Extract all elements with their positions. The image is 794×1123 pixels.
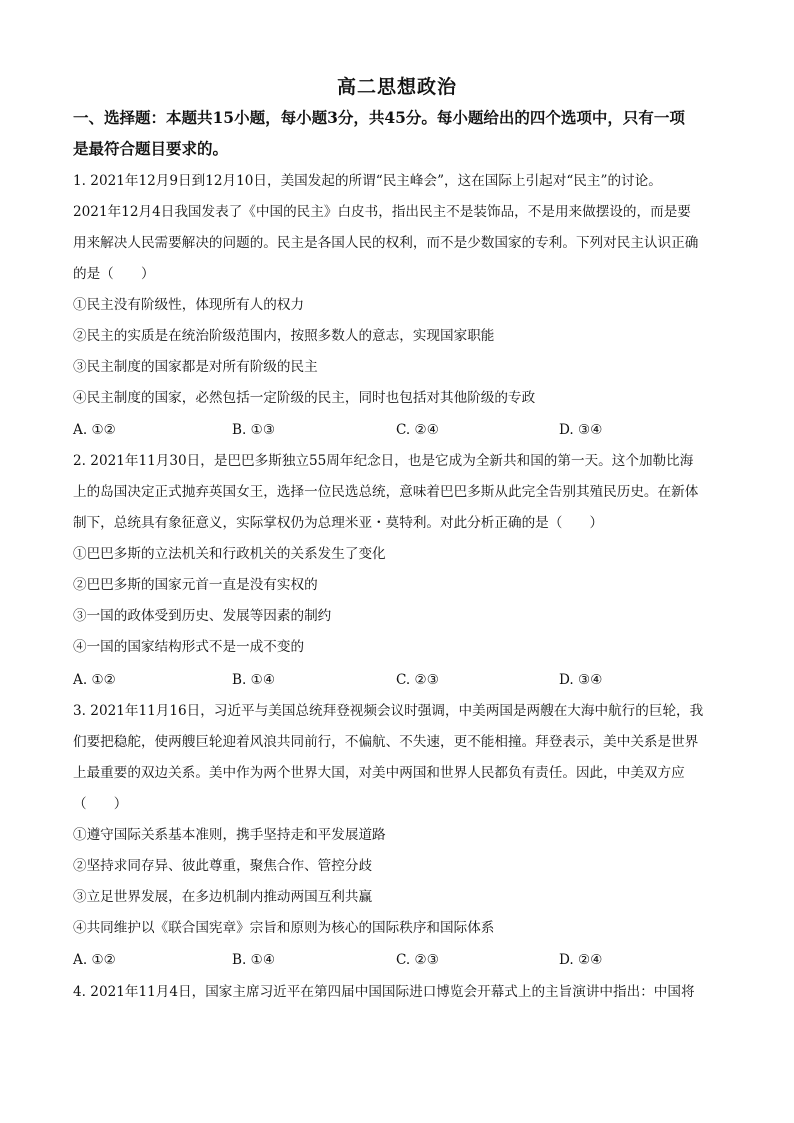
q3-stem-line-4: （ ） — [73, 796, 128, 812]
q1-stem-line-3: 用来解决人民需要解决的问题的。民主是各国人民的权利，而不是少数国家的专利。下列对民主认识正确 — [73, 235, 699, 251]
q3-option-b: B. ①④ — [232, 952, 276, 968]
q3-item-2: ②坚持求同存异、彼此尊重，聚焦合作、管控分歧 — [73, 858, 373, 874]
q1-stem-line-4: 的是（ ） — [73, 266, 155, 282]
q3-stem-line-2: 们要把稳舵，使两艘巨轮迎着风浪共同前行，不偏航、不失速，更不能相撞。拜登表示，美中关系是世界 — [73, 734, 699, 750]
q3-option-d: D. ②④ — [559, 952, 603, 968]
q1-item-1: ①民主没有阶级性，体现所有人的权力 — [73, 297, 305, 313]
q1-stem-line-2: 2021年12月4日我国发表了《中国的民主》白皮书，指出民主不是装饰品，不是用来做摆设的，而是要 — [73, 204, 691, 220]
q1-option-c: C. ②④ — [396, 422, 439, 438]
q2-stem-line-3: 制下，总统具有象征意义，实际掌权仍为总理米亚・莫特利。对此分析正确的是（ ） — [73, 515, 604, 531]
q3-item-3: ③立足世界发展，在多边机制内推动两国互利共赢 — [73, 889, 373, 905]
q1-stem-line-1: 1. 2021年12月9日到12月10日，美国发起的所谓“民主峰会”，这在国际上引起对“民主”的讨论。 — [73, 173, 662, 189]
q2-item-1: ①巴巴多斯的立法机关和行政机关的关系发生了变化 — [73, 546, 386, 562]
q1-option-d: D. ③④ — [559, 422, 603, 438]
q1-option-b: B. ①③ — [232, 422, 276, 438]
section-heading-line-1: 一、选择题：本题共15小题，每小题3分，共45分。每小题给出的四个选项中，只有一项 — [73, 108, 685, 127]
section-heading-line-2: 是最符合题目要求的。 — [73, 139, 229, 158]
q3-item-4: ④共同维护以《联合国宪章》宗旨和原则为核心的国际秩序和国际体系 — [73, 920, 495, 936]
page-title: 高二思想政治 — [336, 76, 457, 98]
q3-item-1: ①遵守国际关系基本准则，携手坚持走和平发展道路 — [73, 827, 386, 843]
q4-stem-line-1: 4. 2021年11月4日，国家主席习近平在第四届中国国际进口博览会开幕式上的主旨演讲中指出：中国将 — [73, 984, 695, 1000]
q3-option-a: A. ①② — [73, 952, 116, 968]
q1-item-2: ②民主的实质是在统治阶级范围内，按照多数人的意志，实现国家职能 — [73, 328, 495, 344]
q3-stem-line-1: 3. 2021年11月16日，习近平与美国总统拜登视频会议时强调，中美两国是两艘在大海中航行的巨轮，我 — [73, 703, 704, 719]
q2-option-c: C. ②③ — [396, 672, 439, 688]
q3-option-c: C. ②③ — [396, 952, 439, 968]
q2-option-a: A. ①② — [73, 672, 116, 688]
q2-item-4: ④一国的国家结构形式不是一成不变的 — [73, 639, 305, 655]
q2-stem-line-1: 2. 2021年11月30日，是巴巴多斯独立55周年纪念日，也是它成为全新共和国的第一天。这个加勒比海 — [73, 453, 694, 469]
q2-item-3: ③一国的政体受到历史、发展等因素的制约 — [73, 608, 332, 624]
q3-stem-line-3: 上最重要的双边关系。美中作为两个世界大国，对美中两国和世界人民都负有责任。因此，中美双方应 — [73, 765, 685, 781]
q2-item-2: ②巴巴多斯的国家元首一直是没有实权的 — [73, 577, 318, 593]
q2-option-d: D. ③④ — [559, 672, 603, 688]
q1-item-3: ③民主制度的国家都是对所有阶级的民主 — [73, 359, 318, 375]
q1-option-a: A. ①② — [73, 422, 116, 438]
q1-item-4: ④民主制度的国家，必然包括一定阶级的民主，同时也包括对其他阶级的专政 — [73, 390, 536, 406]
q2-stem-line-2: 上的岛国决定正式抛弃英国女王，选择一位民选总统，意味着巴巴多斯从此完全告别其殖民历史。在新体 — [73, 484, 699, 500]
q2-option-b: B. ①④ — [232, 672, 276, 688]
